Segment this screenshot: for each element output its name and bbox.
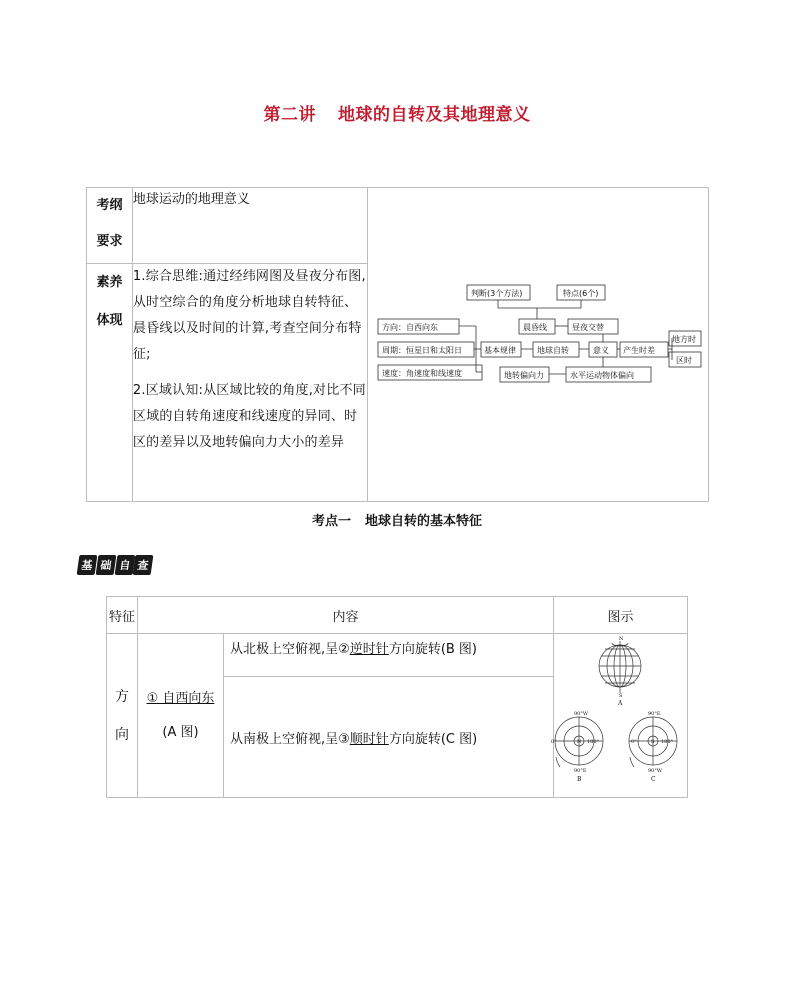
localtime-label: 地方时 bbox=[672, 335, 696, 344]
speed-label: 速度：角速度和线速度 bbox=[382, 369, 462, 378]
fig-c-right: 180° bbox=[661, 738, 674, 745]
rotation-figures bbox=[551, 634, 688, 798]
badge-char: 查 bbox=[133, 555, 154, 575]
fig-a-label: A bbox=[618, 699, 623, 707]
rotation-diagrams bbox=[551, 635, 687, 797]
fig-b-bottom: 90°E bbox=[574, 767, 587, 774]
kagy-label: 考纲要求 bbox=[87, 188, 133, 264]
coriolis-label: 地转偏向力 bbox=[504, 371, 544, 380]
fig-b-left: 0° bbox=[551, 738, 557, 745]
judge-label: 判断(3个方法) bbox=[471, 289, 523, 298]
section-title: 地球自转的基本特征 bbox=[365, 514, 483, 529]
answer-west-to-east: ① 自西向东 bbox=[146, 690, 215, 706]
daynight-label: 昼夜交替 bbox=[572, 323, 604, 332]
concept-map bbox=[368, 188, 708, 501]
sy-point-1: 1.综合思维:通过经纬网图及昼夜分布图,从时空综合的角度分析地球自转特征、晨昏线以及时间的计算,考查空间分布特征; bbox=[132, 269, 366, 362]
feature-direction: 方向 bbox=[107, 634, 138, 798]
fig-c-center: S bbox=[651, 738, 655, 745]
concept-map-cell bbox=[368, 188, 709, 502]
meaning-label: 意义 bbox=[593, 346, 609, 355]
syllabus-table bbox=[86, 187, 709, 502]
fig-c-left: 0° bbox=[631, 738, 637, 745]
header-figure: 图示 bbox=[554, 597, 688, 634]
basic-label: 基本规律 bbox=[484, 346, 516, 355]
kagy-text: 地球运动的地理意义 bbox=[132, 188, 367, 264]
header-feature: 特征 bbox=[107, 597, 138, 634]
title-topic: 地球的自转及其地理意义 bbox=[338, 105, 531, 125]
page-title bbox=[0, 100, 794, 125]
zonetime-label: 区时 bbox=[676, 356, 692, 365]
sy-label: 素养体现 bbox=[87, 264, 133, 502]
section-heading bbox=[0, 510, 794, 529]
deflect-label: 水平运动物体偏向 bbox=[570, 371, 634, 380]
title-lecture-number: 第二讲 bbox=[263, 105, 316, 125]
fig-c-top: 90°E bbox=[648, 710, 661, 717]
badge-char: 础 bbox=[95, 555, 116, 575]
rotation-label: 地球自转 bbox=[537, 346, 569, 355]
feature-table bbox=[106, 596, 688, 798]
badge-char: 基 bbox=[77, 555, 98, 575]
section-number: 考点一 bbox=[311, 514, 351, 529]
fig-c-bottom: 90°W bbox=[648, 767, 663, 774]
sy-point-2: 2.区域认知:从区域比较的角度,对比不同区域的自转角速度和线速度的异同、时区的差异以及地转偏向力大小的差异 bbox=[132, 383, 366, 450]
fig-b-right: 180° bbox=[587, 738, 600, 745]
terminator-label: 晨昏线 bbox=[523, 323, 547, 332]
fig-b-label: B bbox=[577, 775, 582, 783]
timediff-label: 产生时差 bbox=[623, 346, 655, 355]
direction-label: 方向：自西向东 bbox=[382, 323, 438, 332]
answer-clockwise: 顺时针 bbox=[349, 731, 389, 747]
period-label: 周期：恒星日和太阳日 bbox=[382, 346, 462, 355]
answer-counterclockwise: 逆时针 bbox=[349, 642, 389, 657]
answer-figure-ref: (A 图) bbox=[162, 724, 199, 740]
fig-b-center: N bbox=[577, 738, 582, 745]
north-pole-view: 从北极上空俯视,呈②逆时针方向旋转(B 图) bbox=[224, 634, 554, 677]
answer-direction bbox=[138, 634, 224, 798]
basic-self-check-badge bbox=[78, 555, 152, 575]
features-label: 特点(6个) bbox=[563, 289, 599, 298]
sy-text bbox=[132, 264, 367, 502]
header-content: 内容 bbox=[138, 597, 554, 634]
fig-b-top: 90°W bbox=[574, 710, 589, 717]
fig-a-n: N bbox=[619, 635, 624, 642]
badge-char: 自 bbox=[114, 555, 135, 575]
fig-a-s: S bbox=[619, 692, 623, 699]
south-pole-view: 从南极上空俯视,呈③顺时针方向旋转(C 图) bbox=[224, 677, 554, 798]
fig-c-label: C bbox=[651, 775, 656, 783]
